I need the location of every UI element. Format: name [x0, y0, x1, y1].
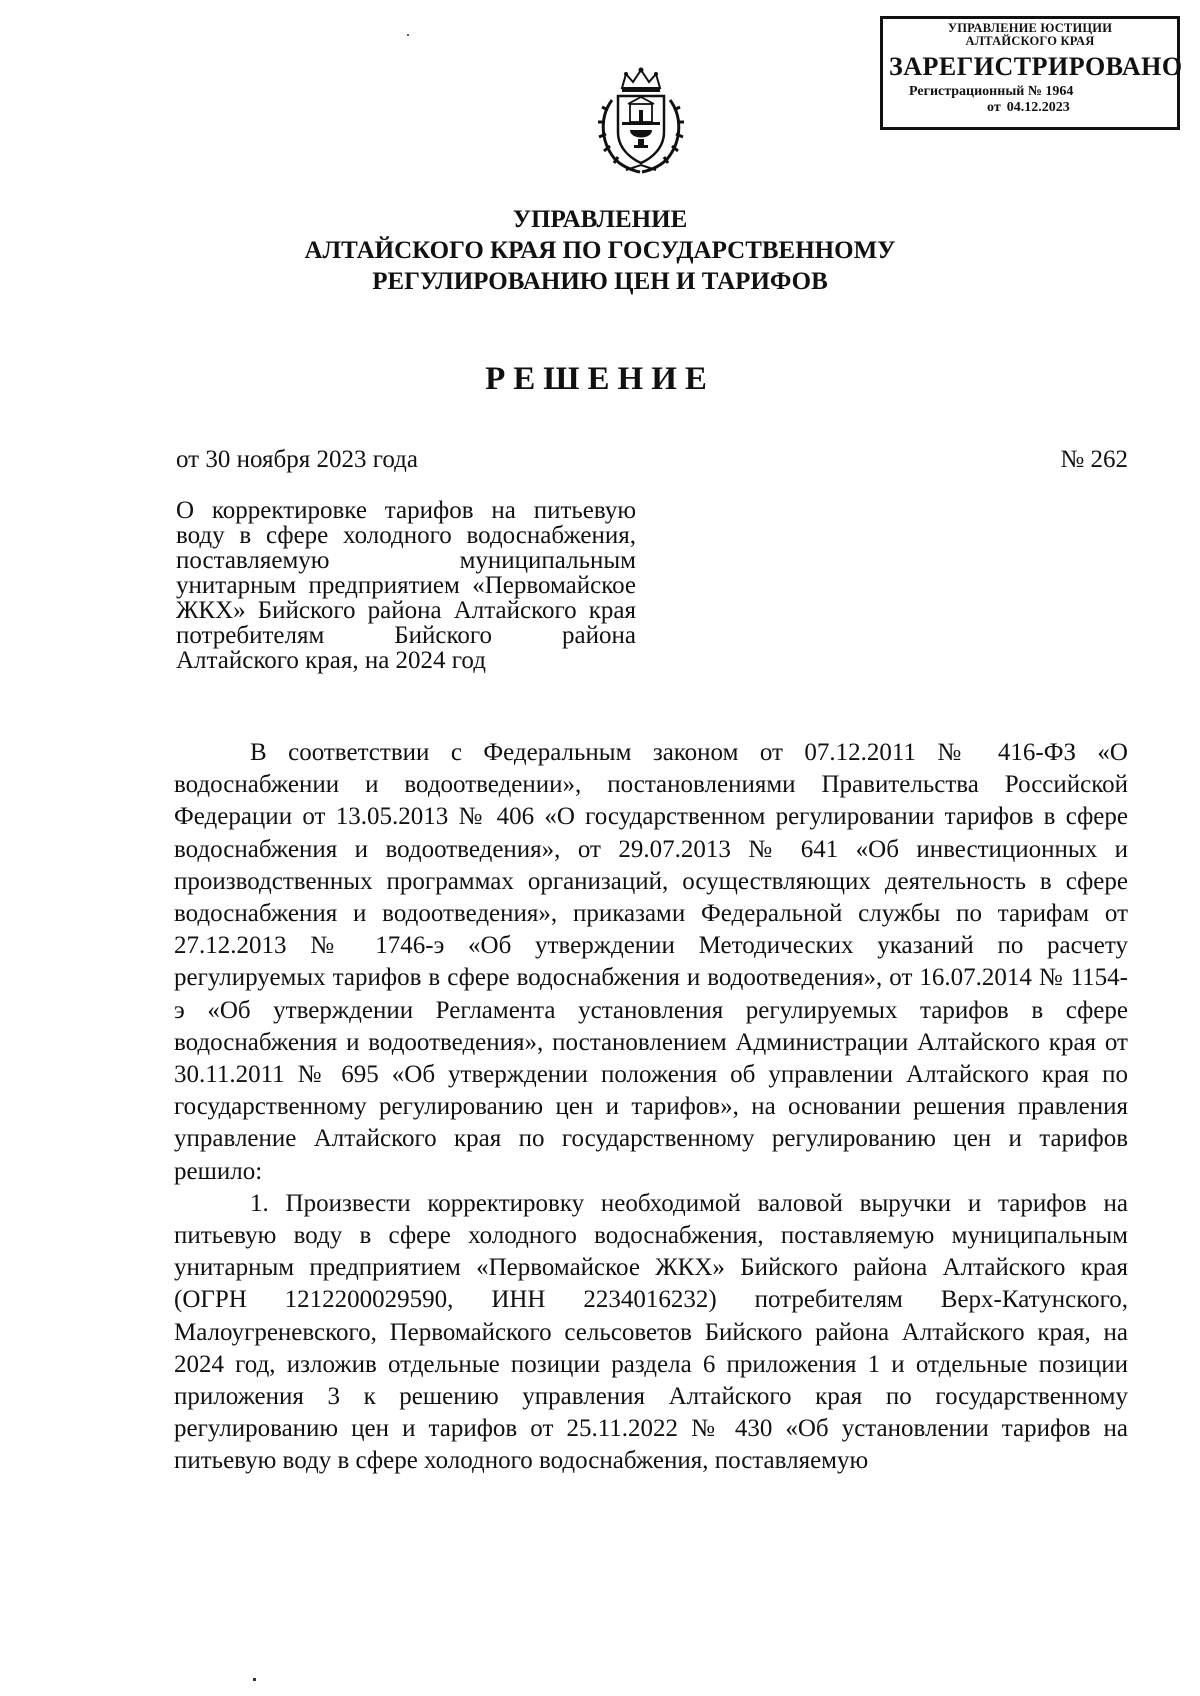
document-date: от 30 ноября 2023 года — [176, 446, 418, 473]
stamp-reg-date: 04.12.2023 — [1006, 100, 1070, 115]
header-line2: АЛТАЙСКОГО КРАЯ ПО ГОСУДАРСТВЕННОМУ — [304, 237, 896, 264]
stamp-org-line1: УПРАВЛЕНИЕ ЮСТИЦИИ — [947, 21, 1113, 35]
document-number: № 262 — [1060, 446, 1128, 473]
document-subject: О корректировке тарифов на питьевую воду в сфере холодного водоснабжения, поставляемую муниципальным унитарным предприятием «Первомайское ЖКХ» Бийского района Алтайского края потребителям Бийского района Алтайского края, на 2024 год — [176, 497, 636, 674]
body-paragraph-1: В соответствии с Федеральным законом от 07.12.2011 № 416-ФЗ «О водоснабжении и водоотведении», постановлениями Правительства Российской Федерации от 13.05.2013 № 406 «О государственном регулировании тарифов в сфере водоснабжения и водоотведения», от 29.07.2013 № 641 «Об инвестиционных и производственных программах организаций, осуществляющих деятельность в сфере водоснабжения и водоотведения», приказами Федеральной службы по тарифам от 27.12.2013 № 1746-э «Об утверждении Методических указаний по расчету регулируемых тарифов в сфере водоснабжения и водоотведения», от 16.07.2014 № 1154-э «Об утверждении Регламента установления регулируемых тарифов в сфере водоснабжения и водоотведения», постановлением Администрации Алтайского края от 30.11.2011 № 695 «Об утверждении положения об управлении Алтайского края по государственному регулированию цен и тарифов», на основании решения правления управление Алтайского края по государственному регулированию цен и тарифов решило: — [174, 739, 1128, 1185]
stamp-status: ЗАРЕГИСТРИРОВАНО — [889, 52, 1183, 81]
header-line1: УПРАВЛЕНИЕ — [512, 206, 688, 233]
document-type-title: РЕШЕНИЕ — [485, 361, 715, 397]
body-paragraph-2: 1. Произвести корректировку необходимой валовой выручки и тарифов на питьевую воду в сфере холодного водоснабжения, поставляемую муниципальным унитарным предприятием «Первомайское ЖКХ» Бийского района Алтайского края (ОГРН 1212200029590, ИНН 2234016232) потребителям Верх-Катунского, Малоугреневского, Первомайского сельсоветов Бийского района Алтайского края, на 2024 год, изложив отдельные позиции раздела 6 приложения 1 и отдельные позиции приложения 3 к решению управления Алтайского края по государственному регулированию цен и тарифов от 25.11.2022 № 430 «Об установлении тарифов на питьевую воду в сфере холодного водоснабжения, поставляемую — [174, 1189, 1128, 1475]
stamp-reg-date-prefix: от — [987, 100, 1001, 115]
coat-of-arms-icon — [592, 66, 690, 176]
scan-speck — [253, 1678, 256, 1681]
scan-speck — [407, 34, 409, 36]
header-line3: РЕГУЛИРОВАНИЮ ЦЕН И ТАРИФОВ — [372, 268, 828, 295]
issuer-header — [0, 204, 1200, 297]
stamp-org-line2: АЛТАЙСКОГО КРАЯ — [965, 34, 1095, 48]
stamp-reg-number: Регистрационный № 1964 — [909, 84, 1074, 99]
document-body — [174, 737, 1128, 1478]
registration-stamp — [880, 16, 1183, 130]
stamp-reg-date-row — [889, 100, 1171, 116]
